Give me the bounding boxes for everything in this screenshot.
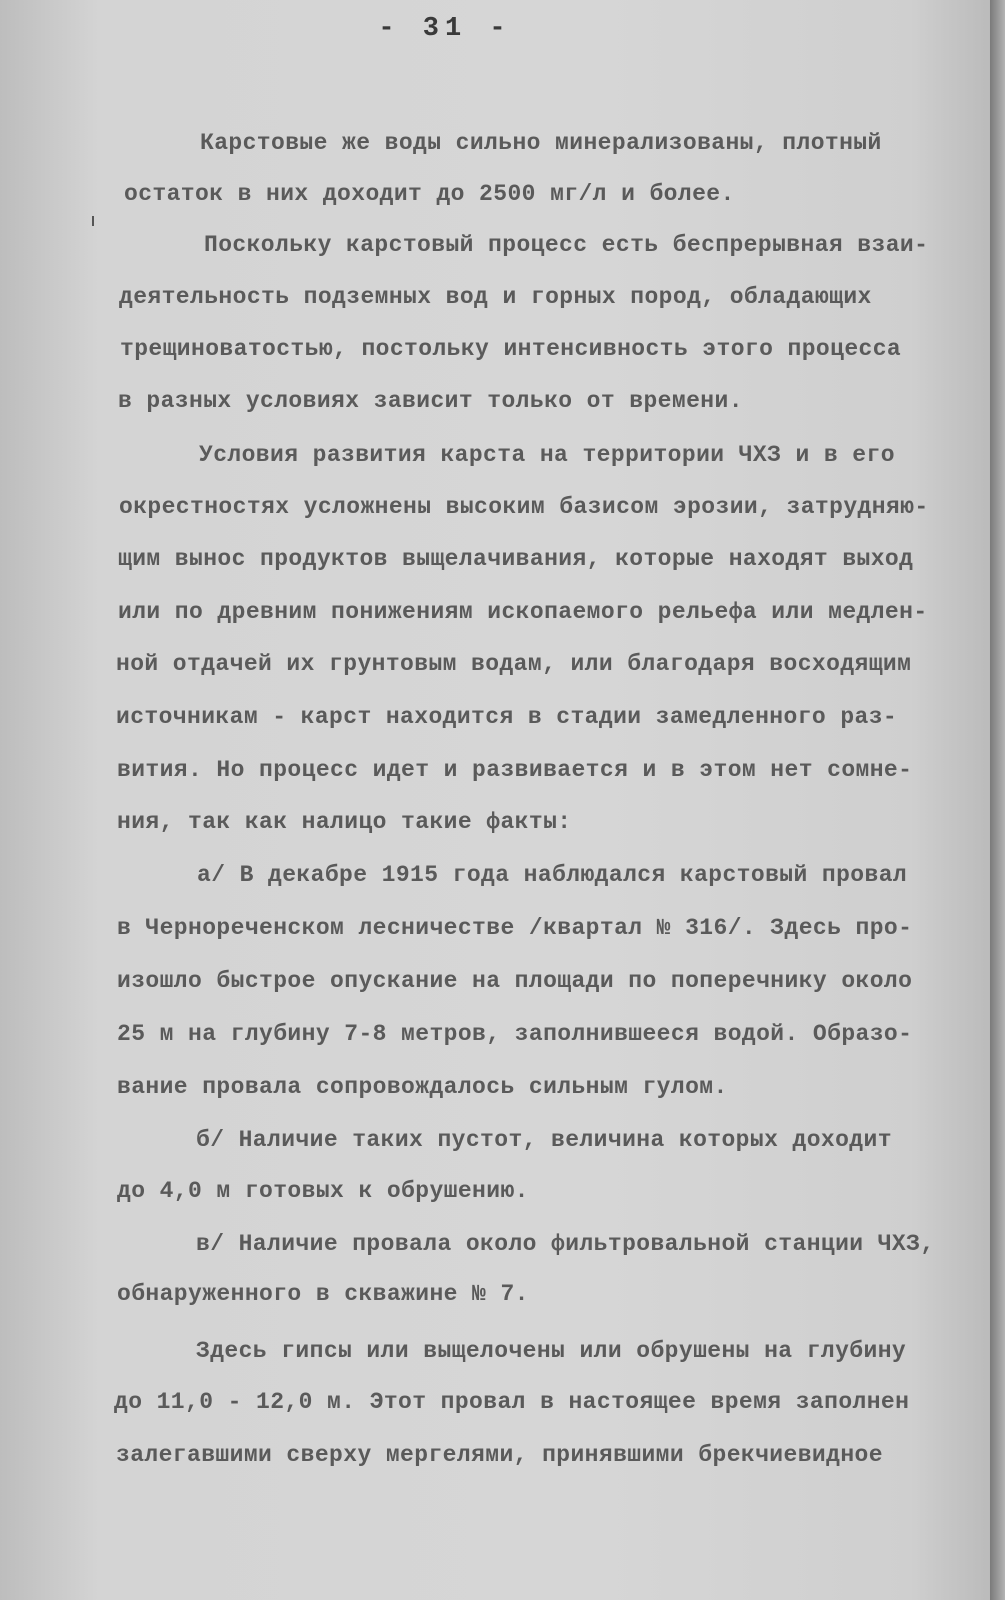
text-line: в разных условиях зависит только от времени. [118,388,743,414]
text-line: изошло быстрое опускание на площади по поперечнику около [117,968,913,994]
text-line: окрестностях усложнены высоким базисом эрозии, затрудняю- [119,494,929,520]
text-line: щим вынос продуктов выщелачивания, которые находят выход [118,546,914,572]
text-line: Поскольку карстовый процесс есть беспрерывная взаи- [204,232,929,258]
text-line: ния, так как налицо такие факты: [117,809,572,835]
text-line: деятельность подземных вод и горных пород, обладающих [119,284,872,310]
text-line: обнаруженного в скважине № 7. [117,1281,529,1307]
page-edge [990,0,1005,1600]
text-line: а/ В декабре 1915 года наблюдался карстовый провал [197,862,908,888]
text-line: трещиноватостью, постольку интенсивность этого процесса [120,336,902,362]
text-line: Здесь гипсы или выщелочены или обрушены на глубину [196,1338,907,1364]
text-line: 25 м на глубину 7-8 метров, заполнившееся водой. Образо- [117,1021,913,1047]
page-number: - 31 - [378,14,512,44]
text-line: Условия развития карста на территории ЧХЗ и в его [199,442,895,468]
text-line: вание провала сопровождалось сильным гулом. [117,1074,728,1100]
text-line: Карстовые же воды сильно минерализованы, плотный [200,130,882,156]
text-line: ной отдачей их грунтовым водам, или благодаря восходящим [116,651,912,677]
text-line: залегавшими сверху мергелями, принявшими брекчиевидное [116,1442,883,1468]
margin-mark [92,216,94,226]
text-line: б/ Наличие таких пустот, величина которых доходит [196,1127,892,1153]
text-line: до 4,0 м готовых к обрушению. [117,1178,529,1204]
text-line: в Чернореченском лесничестве /квартал № 316/. Здесь про- [117,915,913,941]
text-line: вития. Но процесс идет и развивается и в этом нет сомне- [117,757,913,783]
text-line: остаток в них доходит до 2500 мг/л и более. [124,181,735,207]
text-line: в/ Наличие провала около фильтровальной станции ЧХЗ, [196,1231,935,1257]
text-line: или по древним понижениям ископаемого рельефа или медлен- [118,599,928,625]
text-line: источникам - карст находится в стадии замедленного раз- [116,704,898,730]
text-line: до 11,0 - 12,0 м. Этот провал в настоящее время заполнен [114,1389,910,1415]
